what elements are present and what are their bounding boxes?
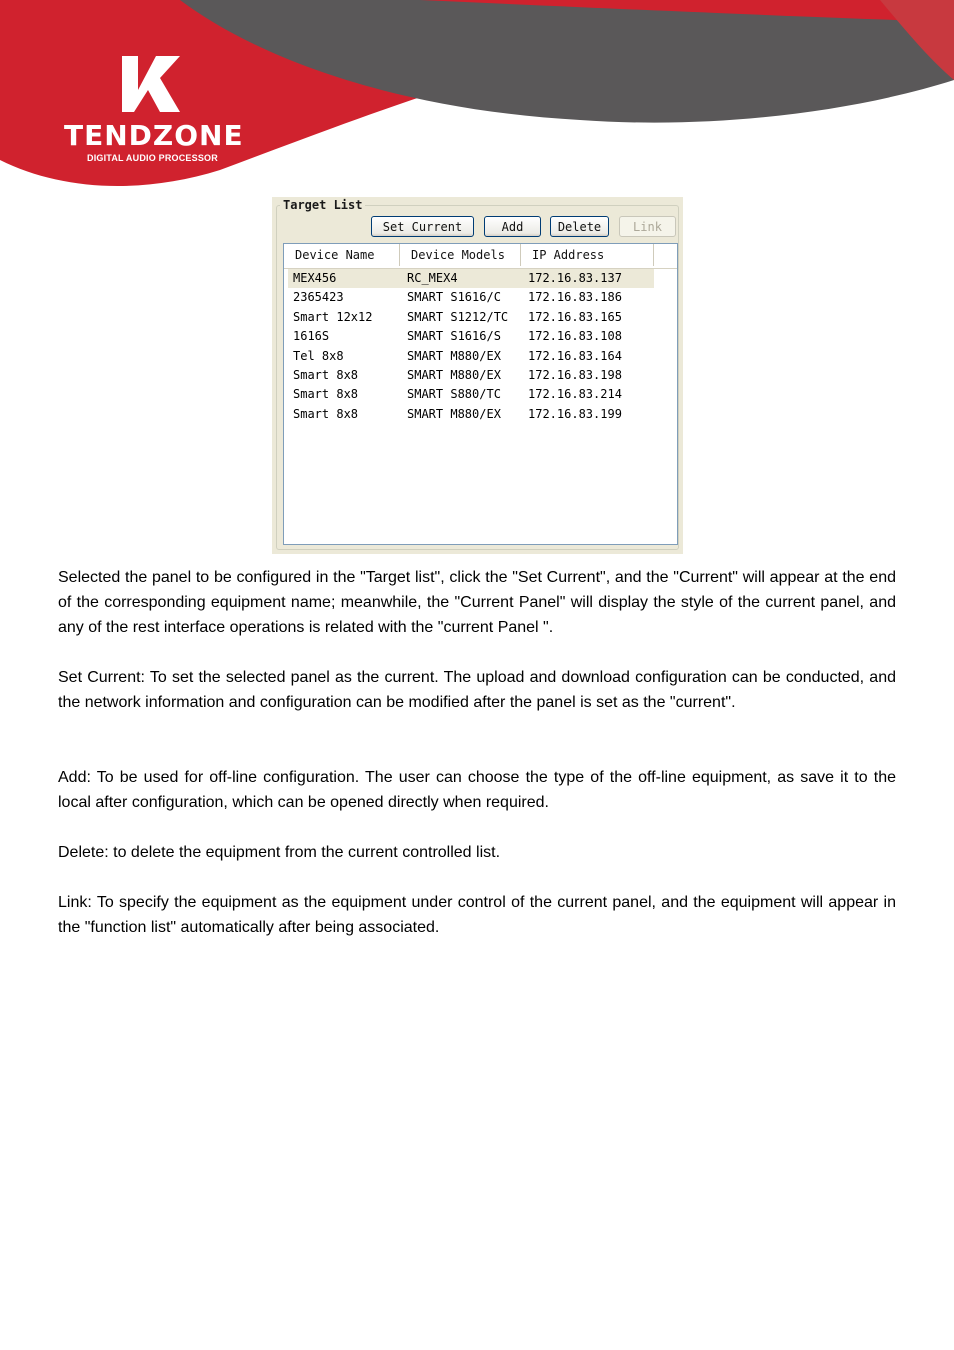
cell-ip-address: 172.16.83.199: [528, 406, 622, 421]
cell-device-model: SMART S1212/TC: [407, 309, 509, 324]
brand-name: TENDZONE: [64, 119, 244, 152]
target-list-panel: [272, 197, 683, 554]
table-row[interactable]: [284, 347, 677, 366]
header-banner: [0, 0, 954, 200]
cell-device-name: Smart 12x12: [293, 309, 373, 324]
cell-device-model: RC_MEX4: [407, 271, 458, 285]
add-button[interactable]: Add: [484, 216, 541, 237]
paragraph-link: Link: To specify the equipment as the equipment under control of the current panel, and the equipment will appear in the "function list" automatically after being associated.: [58, 894, 896, 936]
cell-ip-address: 172.16.83.137: [528, 271, 622, 285]
cell-device-model: SMART S1616/S: [407, 329, 501, 344]
table-row[interactable]: [284, 269, 677, 288]
cell-ip-address: 172.16.83.165: [528, 309, 622, 324]
table-row[interactable]: [284, 405, 677, 424]
cell-device-model: SMART M880/EX: [407, 406, 501, 421]
cell-device-model: SMART S880/TC: [407, 387, 501, 402]
paragraph-intro: Selected the panel to be configured in the "Target list", click the "Set Current", and the "Current" will appear at the end of the corresponding equipment name; meanwhile, the "Current Panel" will display the style of the current panel, and any of the rest interface operations is related with the "current Panel ".: [58, 569, 896, 636]
device-list-body: [284, 269, 677, 424]
delete-button[interactable]: Delete: [550, 216, 609, 237]
cell-device-name: Smart 8x8: [293, 406, 359, 421]
table-row[interactable]: [284, 366, 677, 385]
table-row[interactable]: [284, 308, 677, 327]
table-row[interactable]: [284, 327, 677, 346]
link-button[interactable]: Link: [619, 216, 676, 237]
paragraph-add: Add: To be used for off-line configuration. The user can choose the type of the off-line equipment, as save it to the local after configuration, which can be opened directly when required.: [58, 769, 896, 811]
column-device-models[interactable]: Device Models: [400, 244, 521, 266]
cell-device-name: Smart 8x8: [293, 367, 359, 382]
target-list-title: Target List: [280, 198, 365, 212]
cell-ip-address: 172.16.83.186: [528, 290, 622, 305]
cell-device-model: SMART M880/EX: [407, 348, 501, 363]
cell-device-model: SMART S1616/C: [407, 290, 501, 305]
cell-ip-address: 172.16.83.214: [528, 387, 622, 402]
column-ip-address[interactable]: IP Address: [521, 244, 654, 266]
paragraph-set-current: Set Current: To set the selected panel as the current. The upload and download configuration can be conducted, and the network information and configuration can be modified after the panel is set as the "current".: [58, 669, 896, 711]
cell-device-name: Tel 8x8: [293, 348, 344, 363]
cell-ip-address: 172.16.83.108: [528, 329, 622, 344]
cell-device-name: 1616S: [293, 329, 330, 344]
device-list[interactable]: [283, 243, 678, 545]
cell-device-name: Smart 8x8: [293, 387, 359, 402]
tendzone-logo: [60, 50, 250, 170]
cell-device-model: SMART M880/EX: [407, 367, 501, 382]
cell-device-name: 2365423: [293, 290, 344, 305]
device-list-header: [284, 244, 677, 269]
cell-ip-address: 172.16.83.164: [528, 348, 622, 363]
column-device-name[interactable]: Device Name: [284, 244, 400, 266]
table-row[interactable]: [284, 385, 677, 404]
cell-ip-address: 172.16.83.198: [528, 367, 622, 382]
table-row[interactable]: [284, 288, 677, 307]
brand-tagline: DIGITAL AUDIO PROCESSOR: [87, 153, 218, 163]
set-current-button[interactable]: Set Current: [371, 216, 474, 237]
paragraph-delete: Delete: to delete the equipment from the current controlled list.: [58, 844, 501, 861]
cell-device-name: MEX456: [293, 271, 337, 285]
